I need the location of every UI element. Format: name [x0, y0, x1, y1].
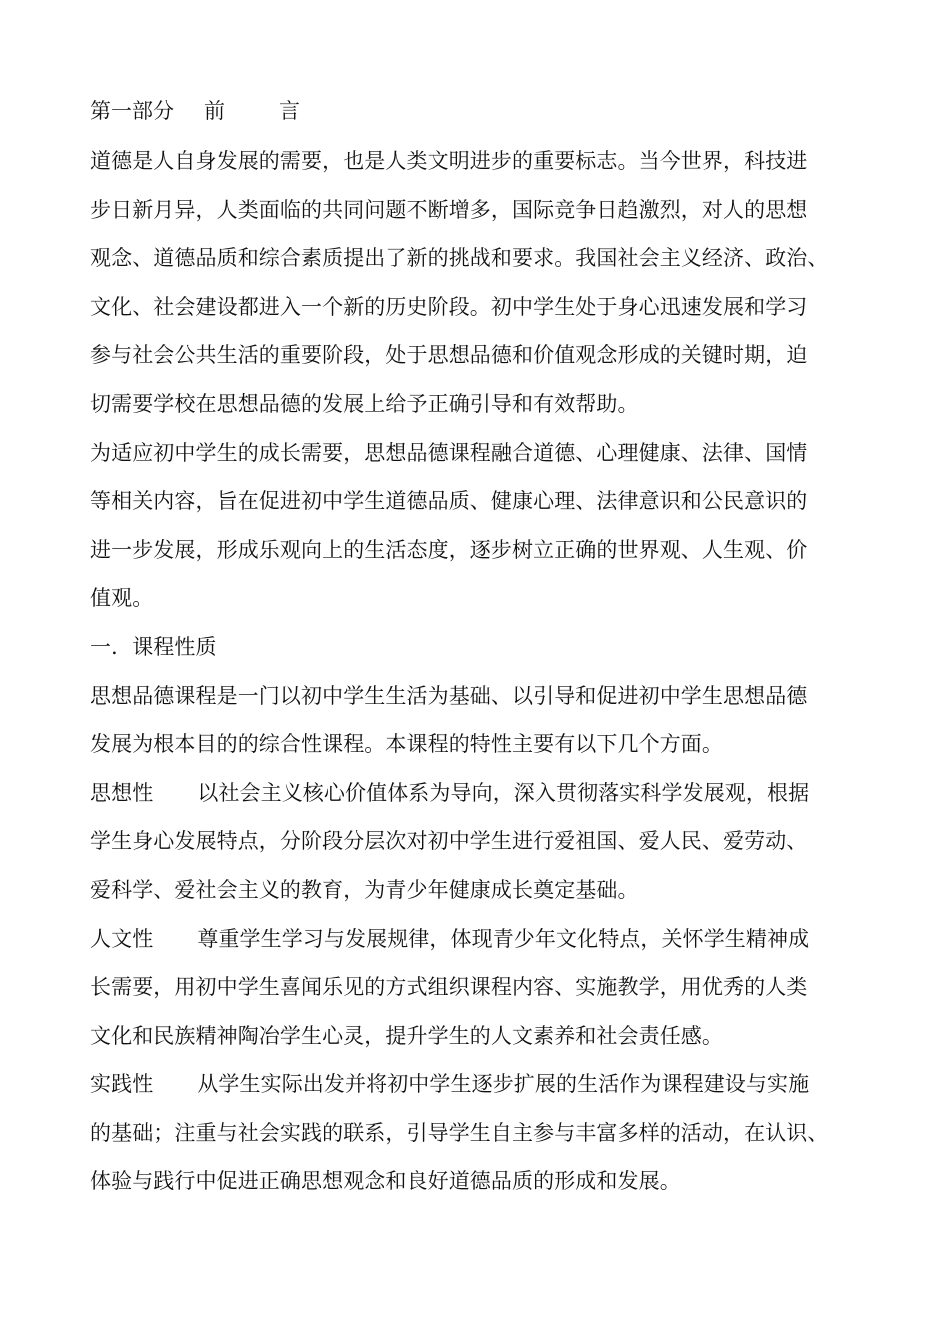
section-title-course-nature: 一．课程性质: [90, 634, 217, 659]
text-line: 等相关内容，旨在促进初中学生道德品质、健康心理、法律意识和公民意识的: [90, 489, 808, 514]
document-page: [90, 92, 862, 1211]
text-line: 参与社会公共生活的重要阶段，处于思想品德和价值观念形成的关键时期，迫: [90, 343, 808, 368]
paragraph-3: [90, 677, 862, 774]
text-line: 学生身心发展特点，分阶段分层次对初中学生进行爱祖国、爱人民、爱劳动、: [90, 829, 808, 854]
term-label: 人文性: [90, 926, 154, 951]
term-label: 思想性: [90, 780, 154, 805]
paragraph-practical: [90, 1065, 862, 1211]
term-text: 从学生实际出发并将初中学生逐步扩展的生活作为课程建设与实施: [197, 1072, 810, 1097]
text-line: 的基础；注重与社会实践的联系，引导学生自主参与丰富多样的活动，在认识、: [90, 1120, 829, 1145]
text-line: 长需要，用初中学生喜闻乐见的方式组织课程内容、实施教学，用优秀的人类: [90, 975, 808, 1000]
text-line: 切需要学校在思想品德的发展上给予正确引导和有效帮助。: [90, 391, 639, 416]
term-label: 实践性: [90, 1072, 154, 1097]
text-line: 文化、社会建设都进入一个新的历史阶段。初中学生处于身心迅速发展和学习: [90, 294, 808, 319]
text-line: 体验与践行中促进正确思想观念和良好道德品质的形成和发展。: [90, 1169, 681, 1194]
text-line: 发展为根本目的的综合性课程。本课程的特性主要有以下几个方面。: [90, 732, 723, 757]
text-line: 爱科学、爱社会主义的教育，为青少年健康成长奠定基础。: [90, 877, 639, 902]
paragraph-ideological: [90, 774, 862, 920]
heading-part: 第一部分: [90, 99, 174, 123]
text-line: 进一步发展，形成乐观向上的生活态度，逐步树立正确的世界观、人生观、价: [90, 537, 808, 562]
text-line: 值观。: [90, 586, 154, 611]
heading-title-char-2: 言: [279, 99, 300, 123]
text-line: [90, 774, 862, 823]
text-line: 思想品德课程是一门以初中学生生活为基础、以引导和促进初中学生思想品德: [90, 683, 808, 708]
paragraph-2: [90, 434, 862, 628]
section-heading: [90, 92, 862, 142]
text-line: 为适应初中学生的成长需要，思想品德课程融合道德、心理健康、法律、国情: [90, 440, 808, 465]
text-line: 观念、道德品质和综合素质提出了新的挑战和要求。我国社会主义经济、政治、: [90, 246, 829, 271]
paragraph-humanistic: [90, 920, 862, 1066]
text-line: [90, 1065, 862, 1114]
text-line: 步日新月异，人类面临的共同问题不断增多，国际竞争日趋激烈，对人的思想: [90, 197, 808, 222]
text-line: 文化和民族精神陶冶学生心灵，提升学生的人文素养和社会责任感。: [90, 1023, 723, 1048]
term-text: 以社会主义核心价值体系为导向，深入贯彻落实科学发展观，根据: [197, 780, 810, 805]
heading-title-char-1: 前: [204, 99, 225, 123]
term-text: 尊重学生学习与发展规律，体现青少年文化特点，关怀学生精神成: [197, 926, 810, 951]
paragraph-1: [90, 142, 862, 434]
text-line: 道德是人自身发展的需要，也是人类文明进步的重要标志。当今世界，科技进: [90, 149, 808, 173]
text-line: [90, 920, 862, 969]
